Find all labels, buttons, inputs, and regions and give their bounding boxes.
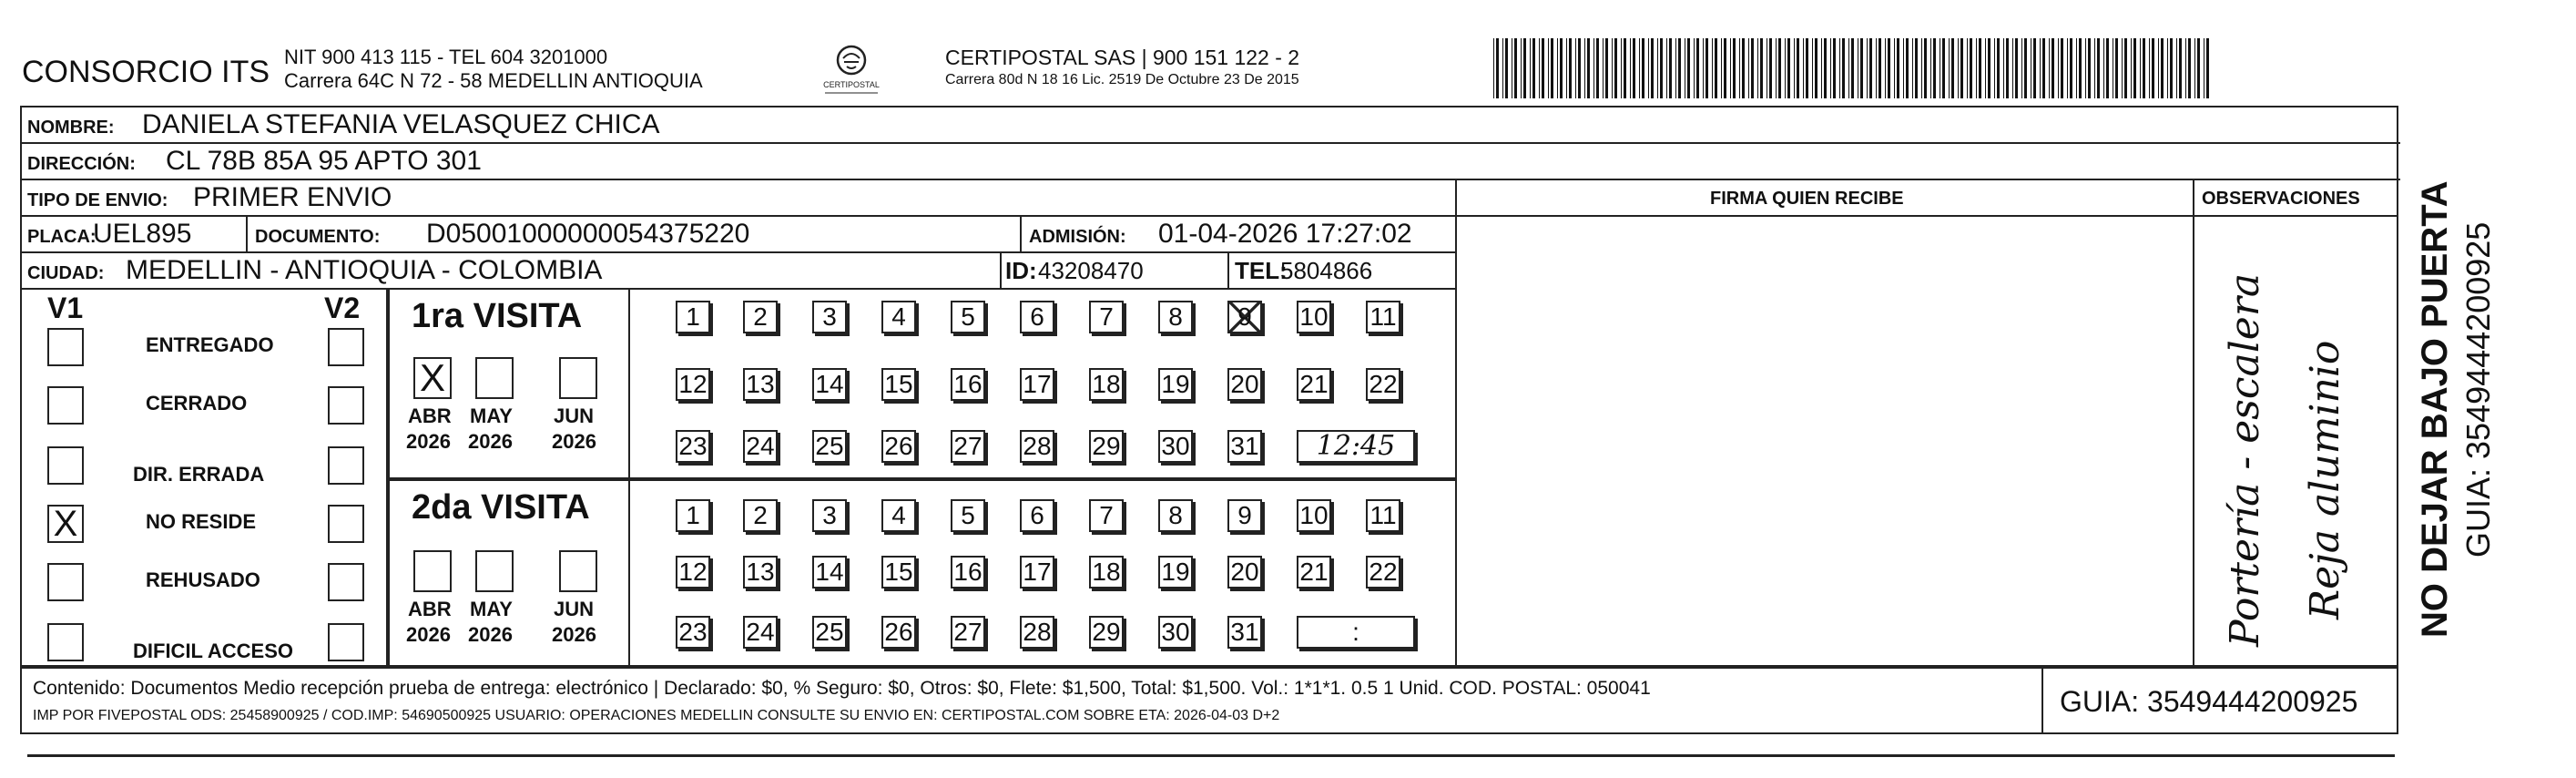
visit2-day-box[interactable]: 21 (1297, 556, 1331, 589)
visit1-day-box[interactable]: 3 (812, 301, 847, 333)
status-label: CERRADO (146, 392, 248, 415)
visit1-year-label: 2026 (406, 430, 451, 453)
tipo-envio-label: TIPO DE ENVIO: (27, 190, 168, 210)
visit2-day-box[interactable]: 11 (1366, 499, 1400, 532)
handwriting-line-1: Portería - escalera (2222, 272, 2268, 647)
observaciones-handwriting (2204, 228, 2395, 656)
direccion-value: CL 78B 85A 95 APTO 301 (166, 146, 482, 176)
visit1-day-box[interactable]: 22 (1366, 368, 1400, 401)
visit2-year-label: 2026 (406, 623, 451, 646)
id-value: 43208470 (1038, 257, 1144, 284)
divider (22, 179, 2400, 180)
visit2-day-box[interactable]: 27 (951, 616, 985, 649)
svg-text:CERTIPOSTAL: CERTIPOSTAL (823, 80, 880, 89)
visit2-month-checkbox[interactable] (559, 550, 597, 592)
id-label: ID: (1005, 257, 1037, 284)
visit2-day-box[interactable]: 28 (1020, 616, 1054, 649)
visit1-day-box[interactable]: 21 (1297, 368, 1331, 401)
visit2-day-box[interactable]: 24 (743, 616, 778, 649)
visit1-month-checkbox[interactable]: X (413, 357, 452, 399)
status-v1-checkbox[interactable] (47, 623, 84, 661)
divider (386, 477, 1455, 481)
visit2-day-box[interactable]: 6 (1020, 499, 1054, 532)
visit1-day-box[interactable]: 13 (743, 368, 778, 401)
visit1-day-box[interactable]: 20 (1227, 368, 1262, 401)
firma-label: FIRMA QUIEN RECIBE (1710, 189, 1904, 209)
visit1-day-box[interactable]: 9 (1227, 301, 1262, 333)
status-v2-checkbox[interactable] (328, 386, 364, 425)
nit-line: NIT 900 413 115 - TEL 604 3201000 (284, 46, 608, 68)
status-label: REHUSADO (146, 568, 260, 591)
status-label: DIR. ERRADA (133, 463, 265, 486)
status-v1-checkbox[interactable] (47, 563, 84, 601)
tel-label: TEL: (1235, 257, 1288, 284)
certipostal-logo (820, 40, 883, 100)
company-name: CONSORCIO ITS (22, 55, 270, 89)
visit1-day-box[interactable]: 16 (951, 368, 985, 401)
nombre-label: NOMBRE: (27, 118, 115, 138)
visit2-month-label: MAY (470, 598, 513, 620)
visit2-day-box[interactable]: 26 (881, 616, 916, 649)
visit2-day-box[interactable]: 8 (1158, 499, 1193, 532)
status-v1-checkbox[interactable] (47, 446, 84, 485)
visit1-day-box[interactable]: 4 (881, 301, 916, 333)
direccion-label: DIRECCIÓN: (27, 154, 136, 174)
visit2-day-box[interactable]: 4 (881, 499, 916, 532)
visit1-day-box[interactable]: 29 (1089, 430, 1124, 463)
visit2-year-label: 2026 (552, 623, 596, 646)
divider (22, 142, 2400, 144)
visit1-day-box[interactable]: 7 (1089, 301, 1124, 333)
no-dejar-bajo-puerta: NO DEJAR BAJO PUERTA (2415, 180, 2455, 638)
status-v2-checkbox[interactable] (328, 446, 364, 485)
visit2-day-box[interactable]: 31 (1227, 616, 1262, 649)
visit2-day-box[interactable]: 1 (676, 499, 710, 532)
visit2-day-box[interactable]: 25 (812, 616, 847, 649)
visit1-day-box[interactable]: 28 (1020, 430, 1054, 463)
visit2-month-label: JUN (554, 598, 595, 620)
divider (1000, 251, 1002, 288)
observaciones-label: OBSERVACIONES (2202, 189, 2360, 209)
v2-label: V2 (324, 292, 361, 324)
status-label: DIFICIL ACCESO (133, 640, 294, 662)
visit1-day-box[interactable]: 18 (1089, 368, 1124, 401)
visit2-month-checkbox[interactable] (475, 550, 514, 592)
visit1-day-box[interactable]: 23 (676, 430, 710, 463)
visit2-day-box[interactable]: 22 (1366, 556, 1400, 589)
visit2-day-box[interactable]: 30 (1158, 616, 1193, 649)
documento-value: D050010000000543752​20 (426, 219, 750, 249)
imp-line: IMP POR FIVEPOSTAL ODS: 25458900925 / COD.IMP: 54690500925 USUARIO: OPERACIONES MEDELLIN CONSULTE SU ENVIO EN: CERTIPOSTAL.COM SOBRE ETA: 2026-04-03 D+2 (33, 708, 1280, 723)
visit2-day-box[interactable]: 3 (812, 499, 847, 532)
placa-label: PLACA: (27, 227, 97, 247)
status-v2-checkbox[interactable] (328, 623, 364, 661)
visit2-day-box[interactable]: 12 (676, 556, 710, 589)
visit2-title: 2da VISITA (412, 488, 590, 527)
visit2-month-checkbox[interactable] (413, 550, 452, 592)
visit1-day-box[interactable]: 17 (1020, 368, 1054, 401)
divider (22, 215, 1457, 217)
ciudad-value: MEDELLIN - ANTIOQUIA - COLOMBIA (126, 255, 603, 285)
visit1-day-box[interactable]: 10 (1297, 301, 1331, 333)
visit2-day-box[interactable]: 18 (1089, 556, 1124, 589)
visit1-day-box[interactable]: 19 (1158, 368, 1193, 401)
tipo-envio-value: PRIMER ENVIO (193, 182, 392, 212)
status-v1-checkbox[interactable] (47, 328, 84, 366)
visit1-title: 1ra VISITA (412, 297, 583, 335)
divider (628, 288, 630, 667)
visit1-day-box[interactable]: 27 (951, 430, 985, 463)
visit1-day-box[interactable]: 2 (743, 301, 778, 333)
visit1-month-label: MAY (470, 404, 513, 427)
status-label: NO RESIDE (146, 510, 257, 533)
visit1-month-label: JUN (554, 404, 595, 427)
visit2-day-box[interactable]: 2 (743, 499, 778, 532)
tel-value: 5804866 (1280, 257, 1373, 284)
visit1-day-box[interactable]: 25 (812, 430, 847, 463)
visit2-day-box[interactable]: 29 (1089, 616, 1124, 649)
visit1-day-box[interactable]: 31 (1227, 430, 1262, 463)
visit2-day-box[interactable]: 14 (812, 556, 847, 589)
placa-value: UEL895 (93, 219, 192, 249)
visit2-month-label: ABR (408, 598, 452, 620)
divider (22, 288, 1457, 290)
status-v1-checkbox[interactable]: X (47, 505, 84, 543)
visit2-day-box[interactable]: 17 (1020, 556, 1054, 589)
visit1-year-label: 2026 (468, 430, 513, 453)
divider (1455, 215, 2398, 217)
status-v2-checkbox[interactable] (328, 563, 364, 601)
documento-label: DOCUMENTO: (255, 227, 381, 247)
visit2-year-label: 2026 (468, 623, 513, 646)
visit2-day-box[interactable]: 15 (881, 556, 916, 589)
visit1-day-box[interactable]: 30 (1158, 430, 1193, 463)
visit1-year-label: 2026 (552, 430, 596, 453)
visit2-day-box[interactable]: 10 (1297, 499, 1331, 532)
ciudad-label: CIUDAD: (27, 263, 105, 283)
visit1-day-box[interactable]: 8 (1158, 301, 1193, 333)
guia-footer: GUIA: 3549444200925 (2060, 685, 2358, 718)
visit2-day-box[interactable]: 23 (676, 616, 710, 649)
visit1-month-checkbox[interactable] (559, 357, 597, 399)
visit1-day-box[interactable]: 14 (812, 368, 847, 401)
bottom-rule (27, 754, 2395, 757)
visit2-day-box[interactable]: 13 (743, 556, 778, 589)
visit1-day-box[interactable]: 1 (676, 301, 710, 333)
admision-label: ADMISIÓN: (1029, 227, 1126, 247)
visit1-day-box[interactable]: 15 (881, 368, 916, 401)
nombre-value: DANIELA STEFANIA VELASQUEZ CHICA (142, 109, 660, 139)
certipostal-line-2: Carrera 80d N 18 16 Lic. 2519 De Octubre 23 De 2015 (945, 72, 1299, 87)
visit1-day-box[interactable]: 6 (1020, 301, 1054, 333)
visit2-day-box[interactable]: 7 (1089, 499, 1124, 532)
visit1-day-box[interactable]: 26 (881, 430, 916, 463)
status-v1-checkbox[interactable] (47, 386, 84, 425)
visit1-day-box[interactable]: 12 (676, 368, 710, 401)
visit1-day-box[interactable]: 24 (743, 430, 778, 463)
status-label: ENTREGADO (146, 333, 274, 356)
certipostal-line-1: CERTIPOSTAL SAS | 900 151 122 - 2 (945, 46, 1300, 69)
guia-side: GUIA: 3549444200925 (2459, 221, 2497, 558)
visit1-month-label: ABR (408, 404, 452, 427)
visit2-day-box[interactable]: 16 (951, 556, 985, 589)
divider (1020, 215, 1022, 251)
visit2-day-box[interactable]: 20 (1227, 556, 1262, 589)
status-v2-checkbox[interactable] (328, 328, 364, 366)
visit1-month-checkbox[interactable] (475, 357, 514, 399)
divider (22, 251, 1457, 253)
divider (246, 215, 248, 251)
visit1-day-box[interactable]: 11 (1366, 301, 1400, 333)
visit1-time-box[interactable]: 12:45 (1297, 430, 1415, 463)
visit2-day-box[interactable]: 5 (951, 499, 985, 532)
visit2-day-box[interactable]: 9 (1227, 499, 1262, 532)
status-v2-checkbox[interactable] (328, 505, 364, 543)
divider (1455, 179, 1457, 667)
visit2-time-box[interactable]: : (1297, 616, 1415, 649)
v1-label: V1 (47, 292, 84, 324)
divider (2193, 179, 2194, 667)
address-line: Carrera 64C N 72 - 58 MEDELLIN ANTIOQUIA (284, 69, 703, 92)
barcode (1493, 38, 2222, 98)
divider (2041, 667, 2043, 734)
contenido-line: Contenido: Documentos Medio recepción prueba de entrega: electrónico | Declarado: $0, % Seguro: $0, Otros: $0, Flete: $1,500, Total: $1,500. Vol.: 1*1*1. 0.5 1 Unid. COD. POSTAL: 050041 (33, 678, 1651, 699)
handwriting-line-2: Reja aluminio (2302, 340, 2348, 619)
visit1-day-box[interactable]: 5 (951, 301, 985, 333)
divider (1227, 251, 1229, 288)
visit2-day-box[interactable]: 19 (1158, 556, 1193, 589)
admision-value: 01-04-2026 17:27:02 (1158, 219, 1412, 249)
